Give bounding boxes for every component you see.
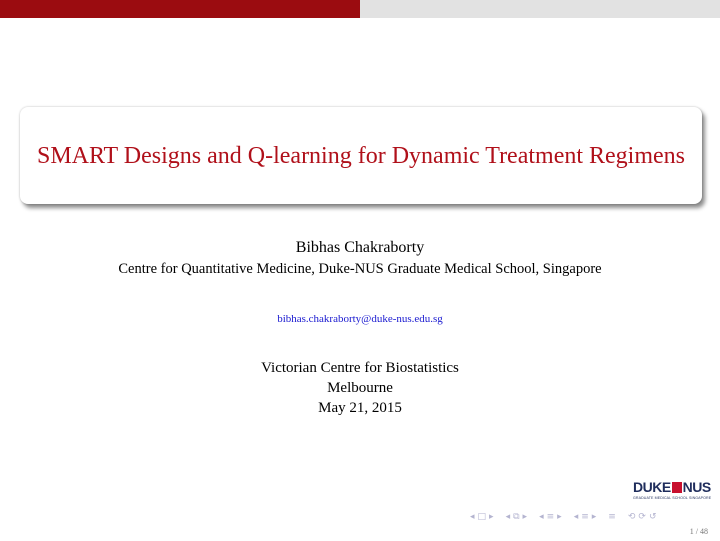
crest-icon: [672, 482, 682, 493]
nav-section-icon[interactable]: ≡: [546, 512, 555, 522]
logo-subtitle: GRADUATE MEDICAL SCHOOL SINGAPORE: [633, 496, 712, 500]
venue-date: May 21, 2015: [318, 400, 402, 416]
author-email-link[interactable]: bibhas.chakraborty@duke-nus.edu.sg: [277, 313, 443, 325]
nav-subsection-icon[interactable]: ◂: [505, 512, 511, 522]
duke-nus-logo: [633, 480, 711, 502]
author-name: Bibhas Chakraborty: [295, 239, 425, 256]
nav-frame-icon[interactable]: □: [477, 512, 487, 522]
nav-next-icon[interactable]: ▸: [522, 512, 528, 522]
venue-city: Melbourne: [327, 380, 393, 396]
nav-subsection-glyph-icon[interactable]: ⧉: [513, 512, 520, 522]
title-box: [20, 107, 702, 204]
nav-prev-icon[interactable]: ▸: [489, 512, 494, 522]
nav-part-next-icon[interactable]: ▸: [591, 512, 597, 522]
nav-section-prev-icon[interactable]: ◂: [539, 512, 544, 522]
nav-search-icon[interactable]: ⟲: [627, 512, 636, 522]
logo-right-text: NUS: [682, 479, 711, 495]
beamer-navigation: [470, 511, 656, 523]
nav-find-icon[interactable]: ⟳: [638, 512, 646, 522]
header-bar-progress: [0, 0, 360, 18]
nav-zoom-icon[interactable]: ↺: [648, 512, 657, 522]
nav-part-prev-icon[interactable]: ◂: [573, 512, 579, 522]
nav-section-next-icon[interactable]: ▸: [557, 512, 562, 522]
nav-part-icon[interactable]: ≡: [581, 512, 589, 522]
nav-first-icon[interactable]: ◂: [470, 512, 475, 522]
header-bar-remainder: [360, 0, 720, 18]
nav-end-icon[interactable]: ≡: [608, 512, 616, 522]
venue-name: Victorian Centre for Biostatistics: [261, 360, 459, 376]
venue-block: [0, 358, 720, 418]
header-bar: [0, 0, 720, 18]
page-number: 1 / 48: [689, 527, 708, 536]
slide-title: SMART Designs and Q-learning for Dynamic Treatment Regimens: [36, 142, 686, 169]
author-affiliation: Centre for Quantitative Medicine, Duke-NUS Graduate Medical School, Singapore: [118, 261, 602, 277]
logo-left-text: DUKE: [633, 479, 671, 495]
